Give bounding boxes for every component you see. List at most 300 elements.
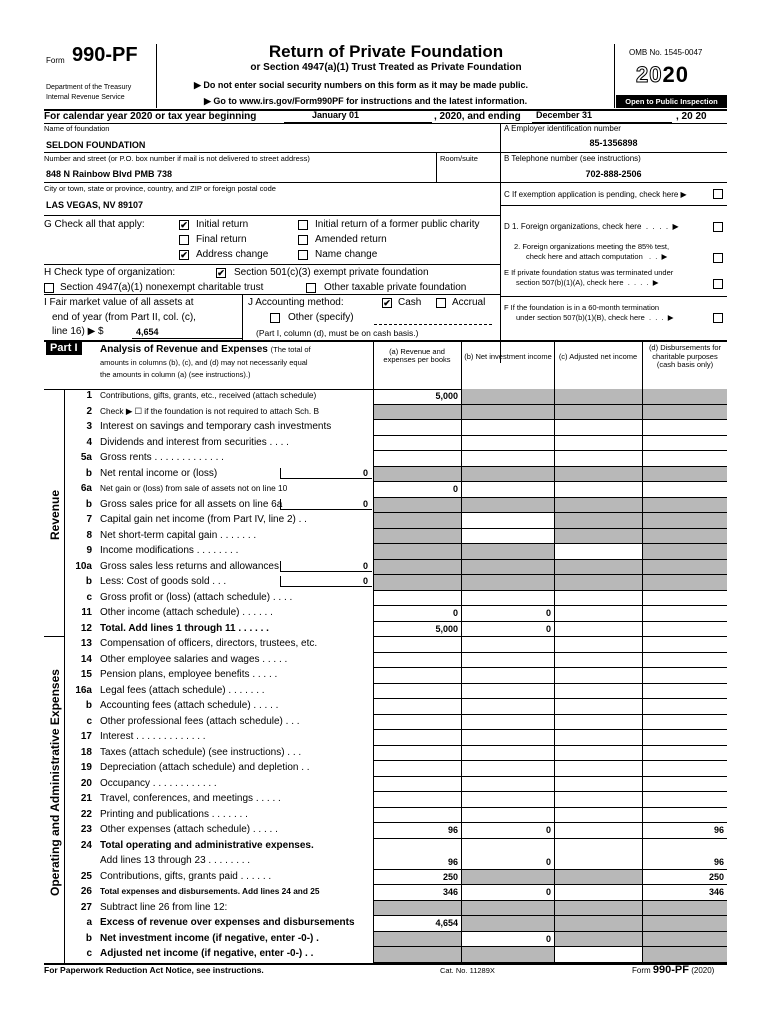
line-number: 11 [81, 607, 92, 618]
col-b-cell [461, 544, 554, 560]
line-label: Other employee salaries and wages . . . . . [100, 653, 288, 665]
col-c-cell[interactable] [554, 482, 642, 498]
col-a-cell [373, 560, 461, 576]
col-b-cell[interactable] [461, 529, 554, 545]
col-a-cell [373, 575, 461, 591]
col-c-cell[interactable] [554, 792, 642, 808]
4947-trust-label: Section 4947(a)(1) nonexempt charitable trust [60, 282, 264, 293]
line-number: 27 [80, 901, 92, 913]
j-label: J Accounting method: [248, 297, 344, 308]
col-d-cell[interactable] [642, 761, 727, 777]
ein-label: A Employer identification number [504, 124, 621, 133]
col-a-cell [373, 529, 461, 545]
d2-label-2: check here and attach computation . . ▶ [526, 252, 668, 261]
cat-number: Cat. No. 11289X [440, 966, 495, 975]
g-label: G Check all that apply: [44, 219, 145, 230]
501c3-label: Section 501(c)(3) exempt private foundation [234, 267, 429, 278]
line-number: 25 [80, 870, 92, 882]
col-b-cell[interactable]: 0 [461, 823, 554, 839]
col-b-cell[interactable] [461, 451, 554, 467]
col-b-cell[interactable] [461, 777, 554, 793]
col-c-cell[interactable] [554, 777, 642, 793]
col-d-cell[interactable] [642, 792, 727, 808]
i-line-2: end of year (from Part II, col. (c), [52, 312, 196, 323]
col-b-cell[interactable] [461, 436, 554, 452]
room-suite-label: Room/suite [440, 154, 478, 163]
expenses-side-label: Operating and Administrative Expenses [48, 669, 62, 896]
col-c-cell[interactable] [554, 730, 642, 746]
col-d-cell[interactable] [642, 637, 727, 653]
col-a-cell[interactable] [373, 746, 461, 762]
c-exemption-checkbox[interactable] [713, 189, 723, 199]
col-d-cell [642, 529, 727, 545]
initial-former-checkbox[interactable] [298, 220, 308, 230]
col-c-cell[interactable] [554, 591, 642, 607]
line-number: 3 [86, 421, 92, 432]
tax-year-begin[interactable]: January 01 [312, 110, 360, 120]
initial-return-checkbox[interactable]: ✔ [180, 220, 188, 230]
foundation-name[interactable]: SELDON FOUNDATION [46, 140, 146, 150]
col-d-cell[interactable]: 96 [642, 839, 727, 870]
col-a-cell[interactable] [373, 730, 461, 746]
col-d-cell[interactable] [642, 653, 727, 669]
line-number: a [86, 917, 92, 928]
col-b-cell [461, 947, 554, 963]
amended-return-label: Amended return [315, 234, 387, 245]
line-number: 13 [80, 638, 92, 649]
form-subtitle: or Section 4947(a)(1) Trust Treated as Private Foundation [250, 62, 522, 73]
d2-checkbox[interactable] [713, 253, 723, 263]
col-c-cell[interactable] [554, 420, 642, 436]
col-c-cell[interactable] [554, 823, 642, 839]
d1-label: D 1. Foreign organizations, check here . . . . ▶ [504, 222, 679, 231]
col-c-cell [554, 575, 642, 591]
city-value[interactable]: LAS VEGAS, NV 89107 [46, 200, 144, 210]
line-label: Interest on savings and temporary cash investments [100, 421, 332, 432]
accrual-checkbox[interactable] [436, 298, 446, 308]
col-d-cell [642, 932, 727, 948]
col-d-cell[interactable] [642, 746, 727, 762]
col-a-cell[interactable] [373, 761, 461, 777]
calendar-label: For calendar year 2020 or tax year beginning [44, 111, 257, 122]
dept-label: Department of the Treasury [46, 84, 132, 91]
line-number: b [85, 576, 92, 587]
col-b-cell [461, 901, 554, 917]
col-d-cell[interactable] [642, 777, 727, 793]
col-a-cell[interactable] [373, 668, 461, 684]
col-c-cell[interactable] [554, 653, 642, 669]
line-label: Total operating and administrative expenses. [100, 839, 314, 851]
final-return-checkbox[interactable] [179, 235, 189, 245]
col-d-cell[interactable] [642, 730, 727, 746]
line-number: 5a [80, 452, 92, 463]
line-label: Net gain or (loss) from sale of assets not on line 10 [100, 483, 288, 493]
col-b-cell [461, 916, 554, 932]
city-label: City or town, state or province, country, and ZIP or foreign postal code [44, 184, 276, 193]
col-d-cell[interactable] [642, 451, 727, 467]
col-a-cell[interactable]: 96 [373, 823, 461, 839]
line-label: Compensation of officers, directors, trustees, etc. [100, 638, 318, 649]
col-b-cell[interactable] [461, 808, 554, 824]
col-a-cell[interactable] [373, 792, 461, 808]
f-checkbox[interactable] [713, 313, 723, 323]
col-c-cell[interactable] [554, 684, 642, 700]
col-a-cell [373, 544, 461, 560]
line-number: 16a [75, 684, 92, 696]
col-c-cell[interactable] [554, 622, 642, 638]
line-number: 14 [80, 653, 92, 665]
line-number: 17 [80, 731, 92, 742]
line-label: Less: Cost of goods sold . . . [100, 576, 227, 587]
col-b-cell[interactable] [461, 715, 554, 731]
line-number: b [85, 932, 92, 944]
col-b-cell[interactable] [461, 591, 554, 607]
col-b-cell [461, 575, 554, 591]
line-number: 26 [80, 886, 92, 897]
line-label: Total expenses and disbursements. Add lines 24 and 25 [100, 886, 320, 896]
line-label: Pension plans, employee benefits . . . . . [100, 669, 278, 680]
col-d-cell [642, 575, 727, 591]
4947-trust-checkbox[interactable] [44, 283, 54, 293]
line-label: Subtract line 26 from line 12: [100, 901, 228, 913]
col-c-cell[interactable] [554, 544, 642, 560]
col-a-cell[interactable] [373, 715, 461, 731]
form-title: Return of Private Foundation [268, 42, 504, 61]
d1-checkbox[interactable] [713, 222, 723, 232]
col-a-cell [373, 467, 461, 483]
line-number: 7 [86, 514, 92, 525]
col-c-cell[interactable] [554, 699, 642, 715]
part1-tag: Part I [46, 342, 82, 355]
cash-checkbox[interactable]: ✔ [383, 298, 391, 308]
col-c-cell[interactable] [554, 839, 642, 870]
line-label: Other income (attach schedule) . . . . . . [100, 607, 273, 618]
col-a-cell[interactable]: 4,654 [373, 916, 461, 932]
e-label-1: E If private foundation status was terminated under [504, 268, 674, 277]
col-c-cell[interactable] [554, 668, 642, 684]
col-d-cell[interactable] [642, 808, 727, 824]
cash-basis-note: (Part I, column (d), must be on cash basis.) [256, 328, 419, 338]
h-label: H Check type of organization: [44, 267, 176, 278]
col-a-cell[interactable]: 346 [373, 885, 461, 901]
line-label: Travel, conferences, and meetings . . . . . [100, 793, 281, 804]
col-c-cell [554, 901, 642, 917]
accrual-label: Accrual [452, 297, 486, 308]
inline-amount[interactable]: 0 [280, 499, 372, 510]
col-b-cell[interactable]: 0 [461, 885, 554, 901]
line-label: Occupancy . . . . . . . . . . . . [100, 777, 217, 789]
i-line-3: line 16) ▶ $ [52, 326, 104, 337]
col-b-cell[interactable] [461, 761, 554, 777]
line-number: 10a [75, 560, 92, 572]
other-taxable-label: Other taxable private foundation [324, 282, 467, 293]
col-b-cell[interactable] [461, 746, 554, 762]
col-a-cell[interactable]: 96 [373, 839, 461, 870]
line-label: Interest . . . . . . . . . . . . . [100, 731, 206, 742]
address-change-checkbox[interactable]: ✔ [180, 250, 188, 260]
col-b-cell[interactable] [461, 653, 554, 669]
col-d-cell[interactable] [642, 684, 727, 700]
col-d-cell[interactable] [642, 668, 727, 684]
col-c-header: (c) Adjusted net income [558, 352, 638, 361]
col-d-cell [642, 916, 727, 932]
e-checkbox[interactable] [713, 279, 723, 289]
col-b-cell[interactable] [461, 684, 554, 700]
col-b-cell[interactable] [461, 792, 554, 808]
line-number: 1 [86, 390, 92, 401]
other-method-label: Other (specify) [288, 312, 354, 323]
501c3-checkbox[interactable]: ✔ [217, 268, 225, 278]
col-b-cell[interactable]: 0 [461, 932, 554, 948]
col-d-cell[interactable]: 250 [642, 870, 727, 886]
line-number: 18 [80, 746, 92, 758]
col-c-cell [554, 560, 642, 576]
initial-return-label: Initial return [196, 219, 249, 230]
paperwork-notice: For Paperwork Reduction Act Notice, see instructions. [44, 965, 264, 975]
calendar-mid: , 2020, and ending [434, 111, 521, 122]
col-c-cell [554, 932, 642, 948]
ein-value[interactable]: 85-1356898 [589, 138, 638, 148]
col-c-cell [554, 467, 642, 483]
f-label-1: F If the foundation is in a 60-month termination [504, 303, 660, 312]
col-b-cell [461, 560, 554, 576]
ssn-notice: ▶ Do not enter social security numbers on this form as it may be made public. [194, 80, 528, 90]
line-number: 4 [86, 436, 92, 448]
col-a-cell[interactable] [373, 420, 461, 436]
line-label: Contributions, gifts, grants paid . . . . . . [100, 870, 272, 882]
part1-title: Analysis of Revenue and Expenses (The total of [100, 344, 311, 355]
initial-former-label: Initial return of a former public charity [315, 219, 480, 230]
line-number: 6a [80, 483, 92, 494]
part1-desc-1: amounts in columns (b), (c), and (d) may not necessarily equal [100, 358, 308, 367]
col-a-cell[interactable]: 0 [373, 606, 461, 622]
cash-label: Cash [398, 297, 422, 308]
col-d-cell[interactable] [642, 482, 727, 498]
line-label: Gross rents . . . . . . . . . . . . . [100, 452, 224, 463]
col-b-cell [461, 870, 554, 886]
col-b-cell[interactable]: 0 [461, 606, 554, 622]
col-d-header: (d) Disbursements for charitable purposes (cash basis only) [648, 343, 722, 369]
col-d-cell [642, 544, 727, 560]
col-b-cell [461, 389, 554, 405]
col-d-cell[interactable] [642, 715, 727, 731]
amended-return-checkbox[interactable] [298, 235, 308, 245]
line-label: Gross sales less returns and allowances [100, 560, 279, 572]
col-c-cell[interactable] [554, 761, 642, 777]
line-number: 22 [80, 808, 92, 820]
col-b-cell [461, 467, 554, 483]
col-c-cell[interactable] [554, 715, 642, 731]
col-b-cell[interactable] [461, 637, 554, 653]
col-b-cell[interactable]: 0 [461, 622, 554, 638]
col-c-cell [554, 405, 642, 421]
col-d-cell [642, 513, 727, 529]
col-d-cell [642, 389, 727, 405]
col-b-cell[interactable] [461, 482, 554, 498]
line-label: Capital gain net income (from Part IV, line 2) . . [100, 514, 307, 525]
col-c-cell[interactable] [554, 451, 642, 467]
col-d-cell[interactable]: 96 [642, 823, 727, 839]
col-a-cell[interactable]: 5,000 [373, 622, 461, 638]
col-c-cell[interactable] [554, 637, 642, 653]
col-c-cell [554, 916, 642, 932]
line-number: 19 [80, 762, 92, 773]
col-c-cell[interactable] [554, 885, 642, 901]
other-taxable-checkbox[interactable] [306, 283, 316, 293]
line-number: 21 [80, 793, 92, 804]
col-b-cell[interactable] [461, 730, 554, 746]
line-number: 2 [86, 405, 92, 417]
phone-value[interactable]: 702-888-2506 [585, 169, 642, 179]
f-label-2: under section 507(b)(1)(B), check here . . . ▶ [516, 313, 674, 322]
line-number: c [86, 591, 92, 603]
inline-amount[interactable]: 0 [280, 468, 372, 479]
street-address[interactable]: 848 N Rainbow Blvd PMB 738 [46, 169, 173, 179]
inline-amount[interactable]: 0 [280, 576, 372, 587]
form-page [44, 0, 727, 1024]
col-d-cell [642, 560, 727, 576]
line-number: b [85, 498, 92, 510]
col-d-cell [642, 901, 727, 917]
col-d-cell[interactable] [642, 436, 727, 452]
line-label: Gross sales price for all assets on line 6a [100, 498, 283, 510]
other-method-checkbox[interactable] [270, 313, 280, 323]
line-number: 12 [80, 622, 92, 634]
col-a-cell[interactable] [373, 637, 461, 653]
part1-desc-2: the amounts in column (a) (see instructions).) [100, 370, 251, 379]
foundation-name-label: Name of foundation [44, 124, 110, 133]
col-c-cell[interactable] [554, 808, 642, 824]
address-change-label: Address change [196, 249, 269, 260]
col-c-cell [554, 498, 642, 514]
line-label: Net short-term capital gain . . . . . . . [100, 529, 257, 541]
col-d-cell[interactable] [642, 622, 727, 638]
col-a-cell [373, 932, 461, 948]
col-d-cell[interactable]: 346 [642, 885, 727, 901]
line-label: Printing and publications . . . . . . . [100, 808, 248, 820]
col-c-cell[interactable] [554, 947, 642, 963]
col-c-cell [554, 389, 642, 405]
line-label: Gross profit or (loss) (attach schedule) . . . . [100, 591, 293, 603]
line-label: Other professional fees (attach schedule) . . . [100, 715, 300, 727]
col-c-cell[interactable] [554, 746, 642, 762]
col-d-cell [642, 467, 727, 483]
form-word: Form [46, 56, 65, 65]
line-number: b [85, 467, 92, 479]
col-d-cell[interactable] [642, 699, 727, 715]
revenue-side-label: Revenue [48, 489, 62, 540]
col-a-cell[interactable] [373, 653, 461, 669]
col-b-cell[interactable]: 0 [461, 839, 554, 870]
e-label-2: section 507(b)(1)(A), check here . . . . ▶ [516, 278, 659, 287]
col-a-cell[interactable] [373, 777, 461, 793]
col-a-cell[interactable] [373, 591, 461, 607]
instructions-notice: ▶ Go to www.irs.gov/Form990PF for instructions and the latest information. [204, 96, 528, 106]
col-a-header: (a) Revenue and expenses per books [383, 347, 451, 364]
col-b-cell[interactable] [461, 699, 554, 715]
line-number: 24 [80, 839, 92, 851]
col-a-cell[interactable] [373, 808, 461, 824]
col-b-cell [461, 498, 554, 514]
col-a-cell[interactable] [373, 436, 461, 452]
line-number: 15 [80, 669, 92, 680]
col-c-cell [554, 870, 642, 886]
line-label: Accounting fees (attach schedule) . . . . . [100, 700, 279, 711]
col-b-cell[interactable] [461, 668, 554, 684]
line-label: Excess of revenue over expenses and disbursements [100, 917, 355, 928]
col-a-cell[interactable] [373, 699, 461, 715]
col-d-cell[interactable] [642, 591, 727, 607]
col-a-cell[interactable] [373, 451, 461, 467]
omb-number: OMB No. 1545-0047 [629, 48, 703, 57]
name-change-checkbox[interactable] [298, 250, 308, 260]
col-d-cell [642, 498, 727, 514]
col-b-cell[interactable] [461, 513, 554, 529]
irs-label: Internal Revenue Service [46, 94, 125, 101]
line-label: Contributions, gifts, grants, etc., received (attach schedule) [100, 390, 317, 400]
line-label: Net rental income or (loss) [100, 467, 218, 479]
col-d-cell [642, 405, 727, 421]
col-c-cell[interactable] [554, 606, 642, 622]
line-number: 20 [80, 777, 92, 789]
line-number: c [86, 715, 92, 727]
line-number: 8 [86, 529, 92, 541]
inline-amount[interactable]: 0 [280, 561, 372, 572]
col-b-header: (b) Net investment income [464, 352, 552, 361]
fmv-value[interactable]: 4,654 [136, 327, 159, 337]
line-number: 23 [80, 824, 92, 835]
line-label: Dividends and interest from securities . . . . [100, 436, 289, 448]
col-a-cell[interactable]: 250 [373, 870, 461, 886]
form-number: 990-PF [72, 44, 138, 66]
line-label: Adjusted net income (if negative, enter -0-) . . [100, 948, 314, 959]
col-a-cell [373, 405, 461, 421]
i-line-1: I Fair market value of all assets at [44, 297, 194, 308]
line-label: Income modifications . . . . . . . . [100, 545, 239, 556]
line-label-cont: Add lines 13 through 23 . . . . . . . . [100, 855, 251, 866]
col-a-cell [373, 947, 461, 963]
calendar-year: , 20 20 [676, 111, 707, 122]
col-a-cell[interactable]: 0 [373, 482, 461, 498]
col-b-cell [461, 405, 554, 421]
d2-label-1: 2. Foreign organizations meeting the 85% test, [514, 242, 670, 251]
line-label: Total. Add lines 1 through 11 . . . . . . [100, 622, 269, 634]
line-label: Legal fees (attach schedule) . . . . . . . [100, 684, 265, 696]
col-a-cell [373, 498, 461, 514]
line-label: Net investment income (if negative, enter -0-) . [100, 932, 319, 944]
col-a-cell[interactable] [373, 684, 461, 700]
line-label: Depreciation (attach schedule) and depletion . . [100, 762, 310, 773]
col-b-cell[interactable] [461, 420, 554, 436]
tax-year-end[interactable]: December 31 [536, 110, 593, 120]
line-label: Taxes (attach schedule) (see instructions) . . . [100, 746, 302, 758]
line-number: 9 [86, 545, 92, 556]
col-d-cell[interactable] [642, 420, 727, 436]
open-public-badge: Open to Public Inspection [616, 95, 727, 108]
final-return-label: Final return [196, 234, 247, 245]
col-a-cell[interactable]: 5,000 [373, 389, 461, 405]
line-label: Other expenses (attach schedule) . . . . . [100, 824, 278, 835]
phone-label: B Telephone number (see instructions) [504, 154, 641, 163]
col-c-cell[interactable] [554, 436, 642, 452]
c-exemption-label: C If exemption application is pending, check here ▶ [504, 190, 687, 199]
line-label: Check ▶ ☐ if the foundation is not required to attach Sch. B [100, 405, 320, 416]
col-d-cell[interactable] [642, 606, 727, 622]
street-label: Number and street (or P.O. box number if mail is not delivered to street address) [44, 154, 310, 163]
line-number: c [86, 948, 92, 959]
line-number: b [85, 700, 92, 711]
col-a-cell [373, 513, 461, 529]
